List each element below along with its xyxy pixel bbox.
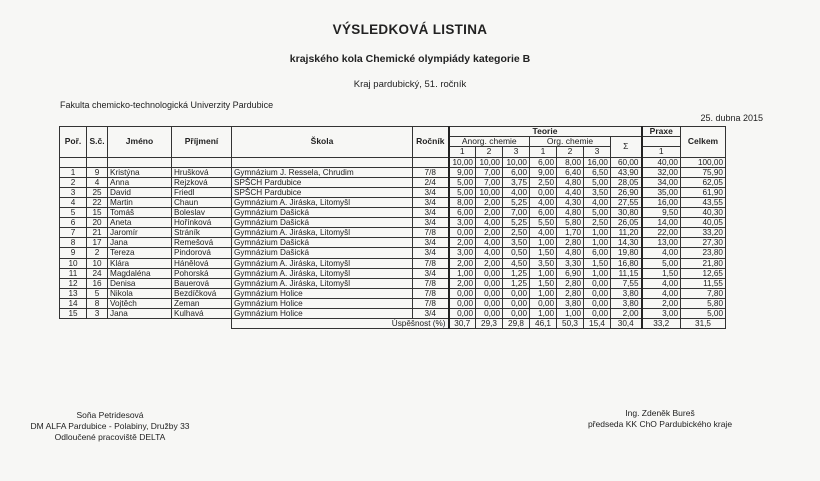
cell-org-1: 1,00 (530, 288, 557, 298)
max-point: 16,00 (584, 157, 611, 167)
cell-sc: 4 (87, 177, 108, 187)
cell-sigma: 11,20 (611, 228, 642, 238)
max-point: 10,00 (476, 157, 503, 167)
cell-prijmeni: Friedl (172, 187, 232, 197)
cell-anorg-2: 7,00 (476, 167, 503, 177)
cell-anorg-3: 2,50 (503, 228, 530, 238)
table-row (60, 228, 726, 238)
cell-sc: 21 (87, 228, 108, 238)
cell-anorg-1: 6,00 (449, 208, 476, 218)
document-region: Kraj pardubický, 51. ročník (353, 79, 467, 90)
cell-praxe: 34,00 (642, 177, 681, 187)
cell-anorg-1: 3,00 (449, 248, 476, 258)
success-value: 29,8 (503, 319, 530, 329)
table-row (60, 278, 726, 288)
header-rocnik: Ročník (413, 127, 449, 158)
cell-celkem: 5,00 (681, 308, 726, 318)
cell-anorg-3: 5,25 (503, 197, 530, 207)
cell-prijmeni: Pohorská (172, 268, 232, 278)
cell-anorg-2: 2,00 (476, 208, 503, 218)
cell-sc: 20 (87, 218, 108, 228)
cell-anorg-3: 4,00 (503, 187, 530, 197)
footer-left-name: Soňa Petridesová (76, 410, 144, 420)
cell-sigma: 43,90 (611, 167, 642, 177)
cell-anorg-1: 2,00 (449, 278, 476, 288)
cell-sc: 2 (87, 248, 108, 258)
cell-sc: 15 (87, 208, 108, 218)
cell-por: 12 (60, 278, 87, 288)
cell-praxe: 16,00 (642, 197, 681, 207)
cell-rocnik: 7/8 (413, 258, 449, 268)
document-title: VÝSLEDKOVÁ LISTINA (332, 22, 488, 37)
cell-org-1: 0,00 (530, 187, 557, 197)
cell-sc: 9 (87, 167, 108, 177)
header-sub: 3 (584, 147, 611, 157)
cell-skola: Gymnázium A. Jiráska, Litomyšl (232, 268, 413, 278)
cell-celkem: 33,20 (681, 228, 726, 238)
cell-anorg-2: 2,00 (476, 258, 503, 268)
cell-sigma: 7,55 (611, 278, 642, 288)
cell-por: 8 (60, 238, 87, 248)
cell-celkem: 61,90 (681, 187, 726, 197)
cell-prijmeni: Hořínková (172, 218, 232, 228)
cell-org-2: 1,00 (557, 308, 584, 318)
cell-anorg-3: 3,75 (503, 177, 530, 187)
success-value: 33,2 (642, 319, 681, 329)
cell-praxe: 2,00 (642, 298, 681, 308)
cell-org-1: 1,00 (530, 308, 557, 318)
cell-skola: Gymnázium Holice (232, 298, 413, 308)
cell-sigma: 16,80 (611, 258, 642, 268)
cell-sc: 5 (87, 288, 108, 298)
cell-anorg-1: 0,00 (449, 288, 476, 298)
cell-rocnik: 3/4 (413, 238, 449, 248)
header-anorg: Anorg. chemie (449, 137, 530, 147)
cell-skola: Gymnázium Dašická (232, 248, 413, 258)
success-value: 30,4 (611, 319, 642, 329)
cell-org-2: 3,80 (557, 298, 584, 308)
cell-anorg-1: 8,00 (449, 197, 476, 207)
results-table (59, 126, 726, 329)
cell-por: 11 (60, 268, 87, 278)
cell-celkem: 7,80 (681, 288, 726, 298)
cell-anorg-2: 0,00 (476, 278, 503, 288)
cell-celkem: 75,90 (681, 167, 726, 177)
table-row (60, 197, 726, 207)
cell-skola: Gymnázium A. Jiráska, Litomyšl (232, 228, 413, 238)
footer-left-dept: Odloučené pracoviště DELTA (54, 432, 166, 442)
success-value: 50,3 (557, 319, 584, 329)
cell-anorg-3: 6,00 (503, 167, 530, 177)
organization-label: Fakulta chemicko-technologická Univerzity Pardubice (60, 100, 274, 110)
cell-prijmeni: Bauerová (172, 278, 232, 288)
header-jmeno: Jméno (108, 127, 172, 158)
cell-por: 7 (60, 228, 87, 238)
cell-anorg-2: 4,00 (476, 248, 503, 258)
cell-celkem: 21,80 (681, 258, 726, 268)
cell-org-2: 4,80 (557, 248, 584, 258)
header-teorie: Teorie (449, 127, 642, 137)
cell-org-1: 1,00 (530, 268, 557, 278)
cell-anorg-2: 4,00 (476, 238, 503, 248)
cell-org-3: 0,00 (584, 298, 611, 308)
header-sc: S.č. (87, 127, 108, 158)
cell-praxe: 4,00 (642, 288, 681, 298)
cell-skola: Gymnázium A. Jiráska, Litomyšl (232, 278, 413, 288)
cell-sigma: 27,55 (611, 197, 642, 207)
cell-org-1: 2,50 (530, 177, 557, 187)
cell-celkem: 5,80 (681, 298, 726, 308)
document-date: 25. dubna 2015 (700, 113, 763, 123)
cell-org-3: 1,00 (584, 238, 611, 248)
cell-praxe: 9,50 (642, 208, 681, 218)
cell-org-3: 1,50 (584, 258, 611, 268)
cell-celkem: 43,55 (681, 197, 726, 207)
success-row (60, 319, 726, 329)
cell-anorg-3: 1,25 (503, 268, 530, 278)
table-row (60, 177, 726, 187)
cell-org-3: 5,00 (584, 208, 611, 218)
cell-jmeno: Jana (108, 238, 172, 248)
cell-jmeno: Kristýna (108, 167, 172, 177)
cell-anorg-1: 5,00 (449, 177, 476, 187)
table-row (60, 258, 726, 268)
cell-org-1: 0,00 (530, 298, 557, 308)
cell-sigma: 14,30 (611, 238, 642, 248)
cell-celkem: 23,80 (681, 248, 726, 258)
cell-org-3: 2,50 (584, 218, 611, 228)
cell-jmeno: Magdaléna (108, 268, 172, 278)
cell-org-2: 4,80 (557, 177, 584, 187)
cell-jmeno: Tomáš (108, 208, 172, 218)
cell-sigma: 3,80 (611, 298, 642, 308)
cell-prijmeni: Remešová (172, 238, 232, 248)
cell-jmeno: Aneta (108, 218, 172, 228)
cell-sigma: 19,80 (611, 248, 642, 258)
cell-skola: SPŠCH Pardubice (232, 177, 413, 187)
cell-org-1: 5,50 (530, 218, 557, 228)
cell-jmeno: Jana (108, 308, 172, 318)
cell-sigma: 30,80 (611, 208, 642, 218)
cell-praxe: 3,00 (642, 308, 681, 318)
cell-org-2: 4,40 (557, 187, 584, 197)
table-row (60, 248, 726, 258)
cell-celkem: 12,65 (681, 268, 726, 278)
cell-anorg-2: 10,00 (476, 187, 503, 197)
cell-org-3: 0,00 (584, 278, 611, 288)
cell-anorg-3: 7,00 (503, 208, 530, 218)
success-value: 30,7 (449, 319, 476, 329)
success-value: 15,4 (584, 319, 611, 329)
cell-sc: 16 (87, 278, 108, 288)
success-label: Úspěšnost (%) (232, 319, 449, 329)
header-sub: 3 (503, 147, 530, 157)
cell-org-3: 0,00 (584, 308, 611, 318)
cell-praxe: 22,00 (642, 228, 681, 238)
cell-praxe: 4,00 (642, 248, 681, 258)
table-row (60, 268, 726, 278)
cell-org-3: 5,00 (584, 177, 611, 187)
cell-por: 4 (60, 197, 87, 207)
cell-prijmeni: Kulhavá (172, 308, 232, 318)
table-row (60, 187, 726, 197)
cell-sigma: 26,90 (611, 187, 642, 197)
cell-celkem: 40,30 (681, 208, 726, 218)
header-celkem: Celkem (681, 127, 726, 158)
success-value: 31,5 (681, 319, 726, 329)
cell-celkem: 40,05 (681, 218, 726, 228)
cell-praxe: 35,00 (642, 187, 681, 197)
header-sub: 1 (530, 147, 557, 157)
cell-org-1: 4,00 (530, 197, 557, 207)
cell-org-1: 6,00 (530, 208, 557, 218)
cell-anorg-1: 2,00 (449, 238, 476, 248)
cell-praxe: 5,00 (642, 258, 681, 268)
footer-left (0, 410, 220, 443)
cell-sc: 24 (87, 268, 108, 278)
cell-rocnik: 3/4 (413, 268, 449, 278)
cell-org-2: 1,70 (557, 228, 584, 238)
cell-por: 5 (60, 208, 87, 218)
cell-prijmeni: Rejzková (172, 177, 232, 187)
cell-org-1: 9,00 (530, 167, 557, 177)
cell-anorg-1: 2,00 (449, 258, 476, 268)
cell-por: 6 (60, 218, 87, 228)
cell-anorg-3: 0,00 (503, 308, 530, 318)
cell-rocnik: 3/4 (413, 248, 449, 258)
cell-prijmeni: Boleslav (172, 208, 232, 218)
cell-anorg-3: 3,50 (503, 238, 530, 248)
cell-org-3: 4,00 (584, 197, 611, 207)
cell-skola: Gymnázium Dašická (232, 238, 413, 248)
cell-jmeno: Nikola (108, 288, 172, 298)
cell-org-3: 1,00 (584, 268, 611, 278)
cell-rocnik: 3/4 (413, 208, 449, 218)
cell-sc: 25 (87, 187, 108, 197)
cell-anorg-1: 0,00 (449, 228, 476, 238)
cell-sc: 3 (87, 308, 108, 318)
cell-rocnik: 7/8 (413, 298, 449, 308)
success-value: 46,1 (530, 319, 557, 329)
cell-anorg-1: 5,00 (449, 187, 476, 197)
table-row (60, 298, 726, 308)
table-row (60, 288, 726, 298)
cell-prijmeni: Chaun (172, 197, 232, 207)
cell-anorg-1: 0,00 (449, 298, 476, 308)
cell-sc: 8 (87, 298, 108, 308)
cell-anorg-1: 9,00 (449, 167, 476, 177)
header-prijmeni: Příjmení (172, 127, 232, 158)
cell-praxe: 1,50 (642, 268, 681, 278)
header-sub: 1 (449, 147, 476, 157)
cell-anorg-3: 1,25 (503, 278, 530, 288)
cell-por: 3 (60, 187, 87, 197)
cell-por: 10 (60, 258, 87, 268)
cell-anorg-3: 0,50 (503, 248, 530, 258)
cell-org-2: 6,40 (557, 167, 584, 177)
cell-praxe: 4,00 (642, 278, 681, 288)
cell-org-1: 1,50 (530, 278, 557, 288)
cell-sc: 22 (87, 197, 108, 207)
cell-org-3: 6,00 (584, 248, 611, 258)
cell-praxe: 13,00 (642, 238, 681, 248)
cell-sigma: 11,15 (611, 268, 642, 278)
cell-jmeno: Denisa (108, 278, 172, 288)
cell-sigma: 3,80 (611, 288, 642, 298)
cell-org-1: 1,50 (530, 248, 557, 258)
cell-prijmeni: Stráník (172, 228, 232, 238)
cell-org-2: 5,80 (557, 218, 584, 228)
max-point: 6,00 (530, 157, 557, 167)
cell-org-2: 2,80 (557, 278, 584, 288)
max-point: 8,00 (557, 157, 584, 167)
cell-por: 15 (60, 308, 87, 318)
cell-org-3: 6,50 (584, 167, 611, 177)
cell-jmeno: Vojtěch (108, 298, 172, 308)
cell-jmeno: Anna (108, 177, 172, 187)
cell-rocnik: 3/4 (413, 308, 449, 318)
cell-sigma: 26,05 (611, 218, 642, 228)
max-point: 10,00 (449, 157, 476, 167)
max-point: 100,00 (681, 157, 726, 167)
cell-skola: Gymnázium Dašická (232, 208, 413, 218)
document-subtitle: krajského kola Chemické olympiády kategorie B (289, 53, 531, 65)
cell-por: 13 (60, 288, 87, 298)
cell-anorg-2: 4,00 (476, 218, 503, 228)
cell-rocnik: 3/4 (413, 218, 449, 228)
cell-skola: Gymnázium J. Ressela, Chrudim (232, 167, 413, 177)
cell-jmeno: David (108, 187, 172, 197)
cell-org-2: 6,90 (557, 268, 584, 278)
header-sub: 1 (642, 147, 681, 157)
cell-rocnik: 3/4 (413, 197, 449, 207)
cell-skola: Gymnázium Dašická (232, 218, 413, 228)
header-skola: Škola (232, 127, 413, 158)
cell-org-3: 3,50 (584, 187, 611, 197)
cell-anorg-1: 0,00 (449, 308, 476, 318)
cell-skola: SPŠCH Pardubice (232, 187, 413, 197)
table-row (60, 308, 726, 318)
cell-praxe: 32,00 (642, 167, 681, 177)
max-point: 10,00 (503, 157, 530, 167)
cell-skola: Gymnázium Holice (232, 288, 413, 298)
cell-org-2: 4,30 (557, 197, 584, 207)
cell-anorg-2: 2,00 (476, 228, 503, 238)
cell-prijmeni: Bezdíčková (172, 288, 232, 298)
cell-anorg-2: 0,00 (476, 308, 503, 318)
cell-por: 1 (60, 167, 87, 177)
cell-org-2: 4,80 (557, 208, 584, 218)
header-praxe: Praxe (642, 127, 681, 137)
cell-celkem: 27,30 (681, 238, 726, 248)
table-row (60, 167, 726, 177)
cell-jmeno: Martin (108, 197, 172, 207)
cell-anorg-2: 7,00 (476, 177, 503, 187)
cell-org-3: 0,00 (584, 288, 611, 298)
cell-celkem: 11,55 (681, 278, 726, 288)
header-org: Org. chemie (530, 137, 611, 147)
cell-rocnik: 2/4 (413, 177, 449, 187)
header-sub: 2 (557, 147, 584, 157)
cell-rocnik: 3/4 (413, 187, 449, 197)
cell-celkem: 62,05 (681, 177, 726, 187)
max-point: 60,00 (611, 157, 642, 167)
cell-prijmeni: Pindorová (172, 248, 232, 258)
footer-right-name: Ing. Zdeněk Bureš (625, 408, 695, 418)
cell-prijmeni: Hrušková (172, 167, 232, 177)
table-row (60, 218, 726, 228)
cell-sigma: 28,05 (611, 177, 642, 187)
cell-rocnik: 7/8 (413, 228, 449, 238)
cell-anorg-2: 0,00 (476, 288, 503, 298)
table-row (60, 208, 726, 218)
cell-praxe: 14,00 (642, 218, 681, 228)
cell-anorg-3: 4,50 (503, 258, 530, 268)
cell-rocnik: 7/8 (413, 167, 449, 177)
cell-jmeno: Klára (108, 258, 172, 268)
table-row (60, 238, 726, 248)
footer-right (560, 408, 760, 430)
footer-left-org: DM ALFA Pardubice - Polabiny, Družby 33 (30, 421, 190, 431)
cell-por: 14 (60, 298, 87, 308)
cell-anorg-1: 1,00 (449, 268, 476, 278)
cell-anorg-3: 0,00 (503, 288, 530, 298)
cell-anorg-1: 3,00 (449, 218, 476, 228)
cell-rocnik: 7/8 (413, 278, 449, 288)
cell-prijmeni: Zeman (172, 298, 232, 308)
success-value: 29,3 (476, 319, 503, 329)
cell-sc: 10 (87, 258, 108, 268)
cell-org-2: 3,30 (557, 258, 584, 268)
cell-anorg-2: 2,00 (476, 197, 503, 207)
max-points-row (60, 157, 726, 167)
cell-org-2: 2,80 (557, 288, 584, 298)
cell-org-2: 2,80 (557, 238, 584, 248)
cell-por: 9 (60, 248, 87, 258)
cell-org-1: 1,00 (530, 238, 557, 248)
cell-por: 2 (60, 177, 87, 187)
cell-org-3: 1,00 (584, 228, 611, 238)
cell-skola: Gymnázium A. Jiráska, Litomyšl (232, 258, 413, 268)
cell-anorg-2: 0,00 (476, 298, 503, 308)
cell-prijmeni: Hánělová (172, 258, 232, 268)
header-sigma: Σ (611, 137, 642, 157)
header-por: Poř. (60, 127, 87, 158)
footer-right-role: předseda KK ChO Pardubického kraje (587, 419, 733, 429)
cell-rocnik: 7/8 (413, 288, 449, 298)
cell-skola: Gymnázium Holice (232, 308, 413, 318)
cell-skola: Gymnázium A. Jiráska, Litomyšl (232, 197, 413, 207)
cell-sigma: 2,00 (611, 308, 642, 318)
max-point: 40,00 (642, 157, 681, 167)
cell-sc: 17 (87, 238, 108, 248)
cell-jmeno: Tereza (108, 248, 172, 258)
cell-anorg-3: 5,25 (503, 218, 530, 228)
cell-jmeno: Jaromír (108, 228, 172, 238)
cell-org-1: 3,50 (530, 258, 557, 268)
cell-anorg-3: 0,00 (503, 298, 530, 308)
header-sub: 2 (476, 147, 503, 157)
cell-anorg-2: 0,00 (476, 268, 503, 278)
cell-org-1: 4,00 (530, 228, 557, 238)
